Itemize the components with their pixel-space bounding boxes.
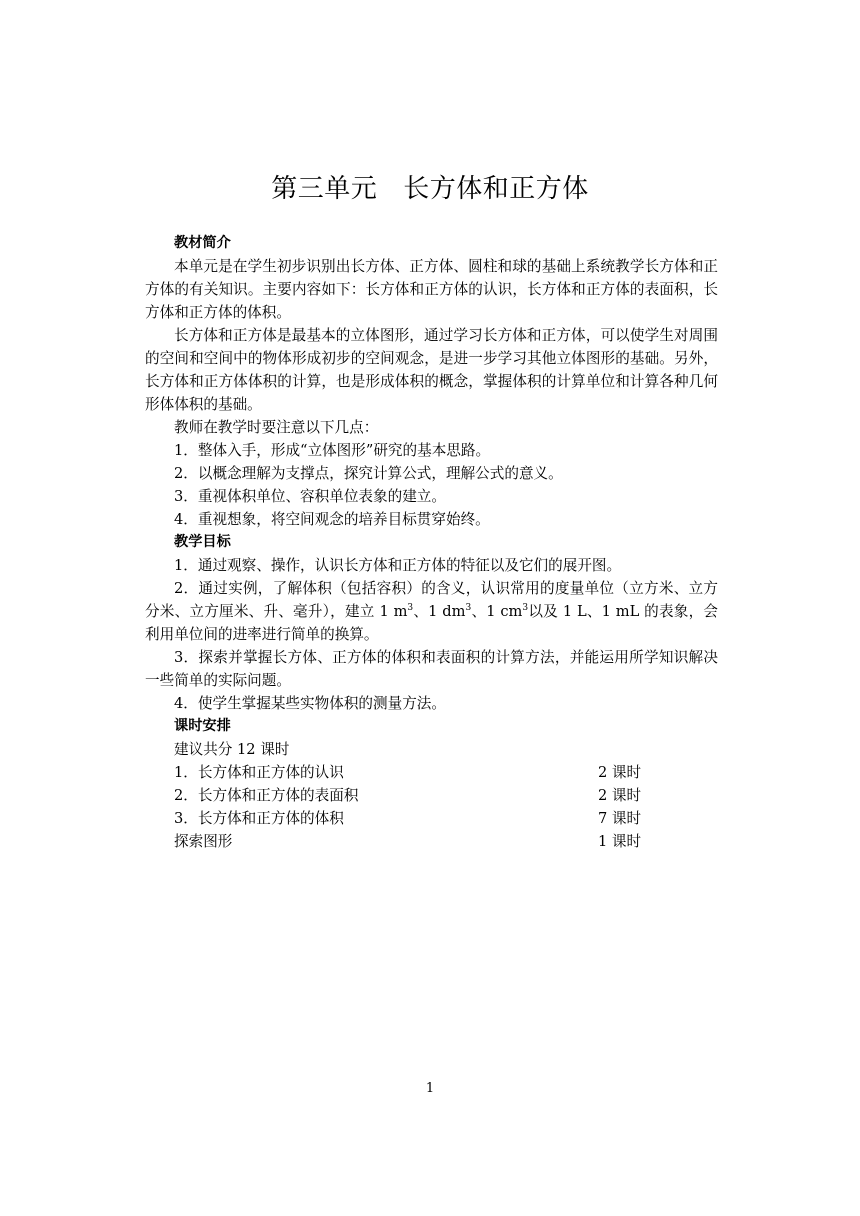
goal-2-text-c: 、1 cm <box>471 603 523 620</box>
schedule-row-name: 探索图形 <box>174 833 233 850</box>
goal-4: 4．使学生掌握某些实物体积的测量方法。 <box>174 695 446 712</box>
schedule-row <box>145 807 718 830</box>
schedule-row-name: 2．长方体和正方体的表面积 <box>174 787 359 804</box>
goal-2-text-d: 以及 1 L、1 mL 的表象，会利用单位间的进率进行简单的换算。 <box>145 603 718 643</box>
schedule-intro: 建议共分 12 课时 <box>174 741 290 758</box>
title-topic: 长方体和正方体 <box>403 174 589 204</box>
section-heading-lesson-schedule: 课时安排 <box>174 718 231 734</box>
schedule-row-name: 3．长方体和正方体的体积 <box>174 810 344 827</box>
superscript-cubic: 3 <box>465 603 472 614</box>
section-heading-teaching-goals: 教学目标 <box>174 534 231 550</box>
schedule-row-hours: 2 课时 <box>598 764 642 781</box>
schedule-row-hours: 2 课时 <box>598 787 642 804</box>
goal-1: 1．通过观察、操作，认识长方体和正方体的特征以及它们的展开图。 <box>174 557 622 574</box>
page-number: 1 <box>425 1081 435 1096</box>
schedule-row <box>145 784 718 807</box>
intro-paragraph-2: 长方体和正方体是最基本的立体图形，通过学习长方体和正方体，可以使学生对周围的空间和空间中的物体形成初步的空间观念，是进一步学习其他立体图形的基础。另外，长方体和正方体体积的计算，也是形成体积的概念，掌握体积的计算单位和计算各种几何形体体积的基础。 <box>145 327 718 413</box>
document-body <box>145 232 718 853</box>
superscript-cubic: 3 <box>407 603 414 614</box>
section-heading-textbook-intro: 教材简介 <box>174 235 231 251</box>
teaching-point-4: 4．重视想象，将空间观念的培养目标贯穿始终。 <box>174 511 490 528</box>
teaching-point-1: 1．整体入手，形成“立体图形”研究的基本思路。 <box>174 442 491 459</box>
goal-3: 3．探索并掌握长方体、正方体的体积和表面积的计算方法，并能运用所学知识解决一些简单的实际问题。 <box>145 649 718 689</box>
superscript-cubic: 3 <box>522 603 529 614</box>
intro-paragraph-3: 教师在教学时要注意以下几点： <box>174 419 379 436</box>
teaching-point-3: 3．重视体积单位、容积单位表象的建立。 <box>174 488 446 505</box>
schedule-row <box>145 761 718 784</box>
page-title <box>0 168 860 205</box>
intro-paragraph-1: 本单元是在学生初步识别出长方体、正方体、圆柱和球的基础上系统教学长方体和正方体的有关知识。主要内容如下：长方体和正方体的认识，长方体和正方体的表面积，长方体和正方体的体积。 <box>145 258 718 321</box>
title-unit: 第三单元 <box>271 174 378 204</box>
goal-2-text-a: 2．通过实例，了解体积（包括容积）的含义，认识常用的度量单位（立方米、立方分米、立方厘米、升、毫升），建立 1 m <box>145 580 718 620</box>
schedule-row-hours: 1 课时 <box>598 833 642 850</box>
schedule-row-hours: 7 课时 <box>598 810 642 827</box>
schedule-row <box>145 830 718 853</box>
goal-2 <box>145 577 718 646</box>
teaching-point-2: 2．以概念理解为支撑点，探究计算公式，理解公式的意义。 <box>174 465 563 482</box>
goal-2-text-b: 、1 dm <box>413 603 466 620</box>
schedule-row-name: 1．长方体和正方体的认识 <box>174 764 344 781</box>
